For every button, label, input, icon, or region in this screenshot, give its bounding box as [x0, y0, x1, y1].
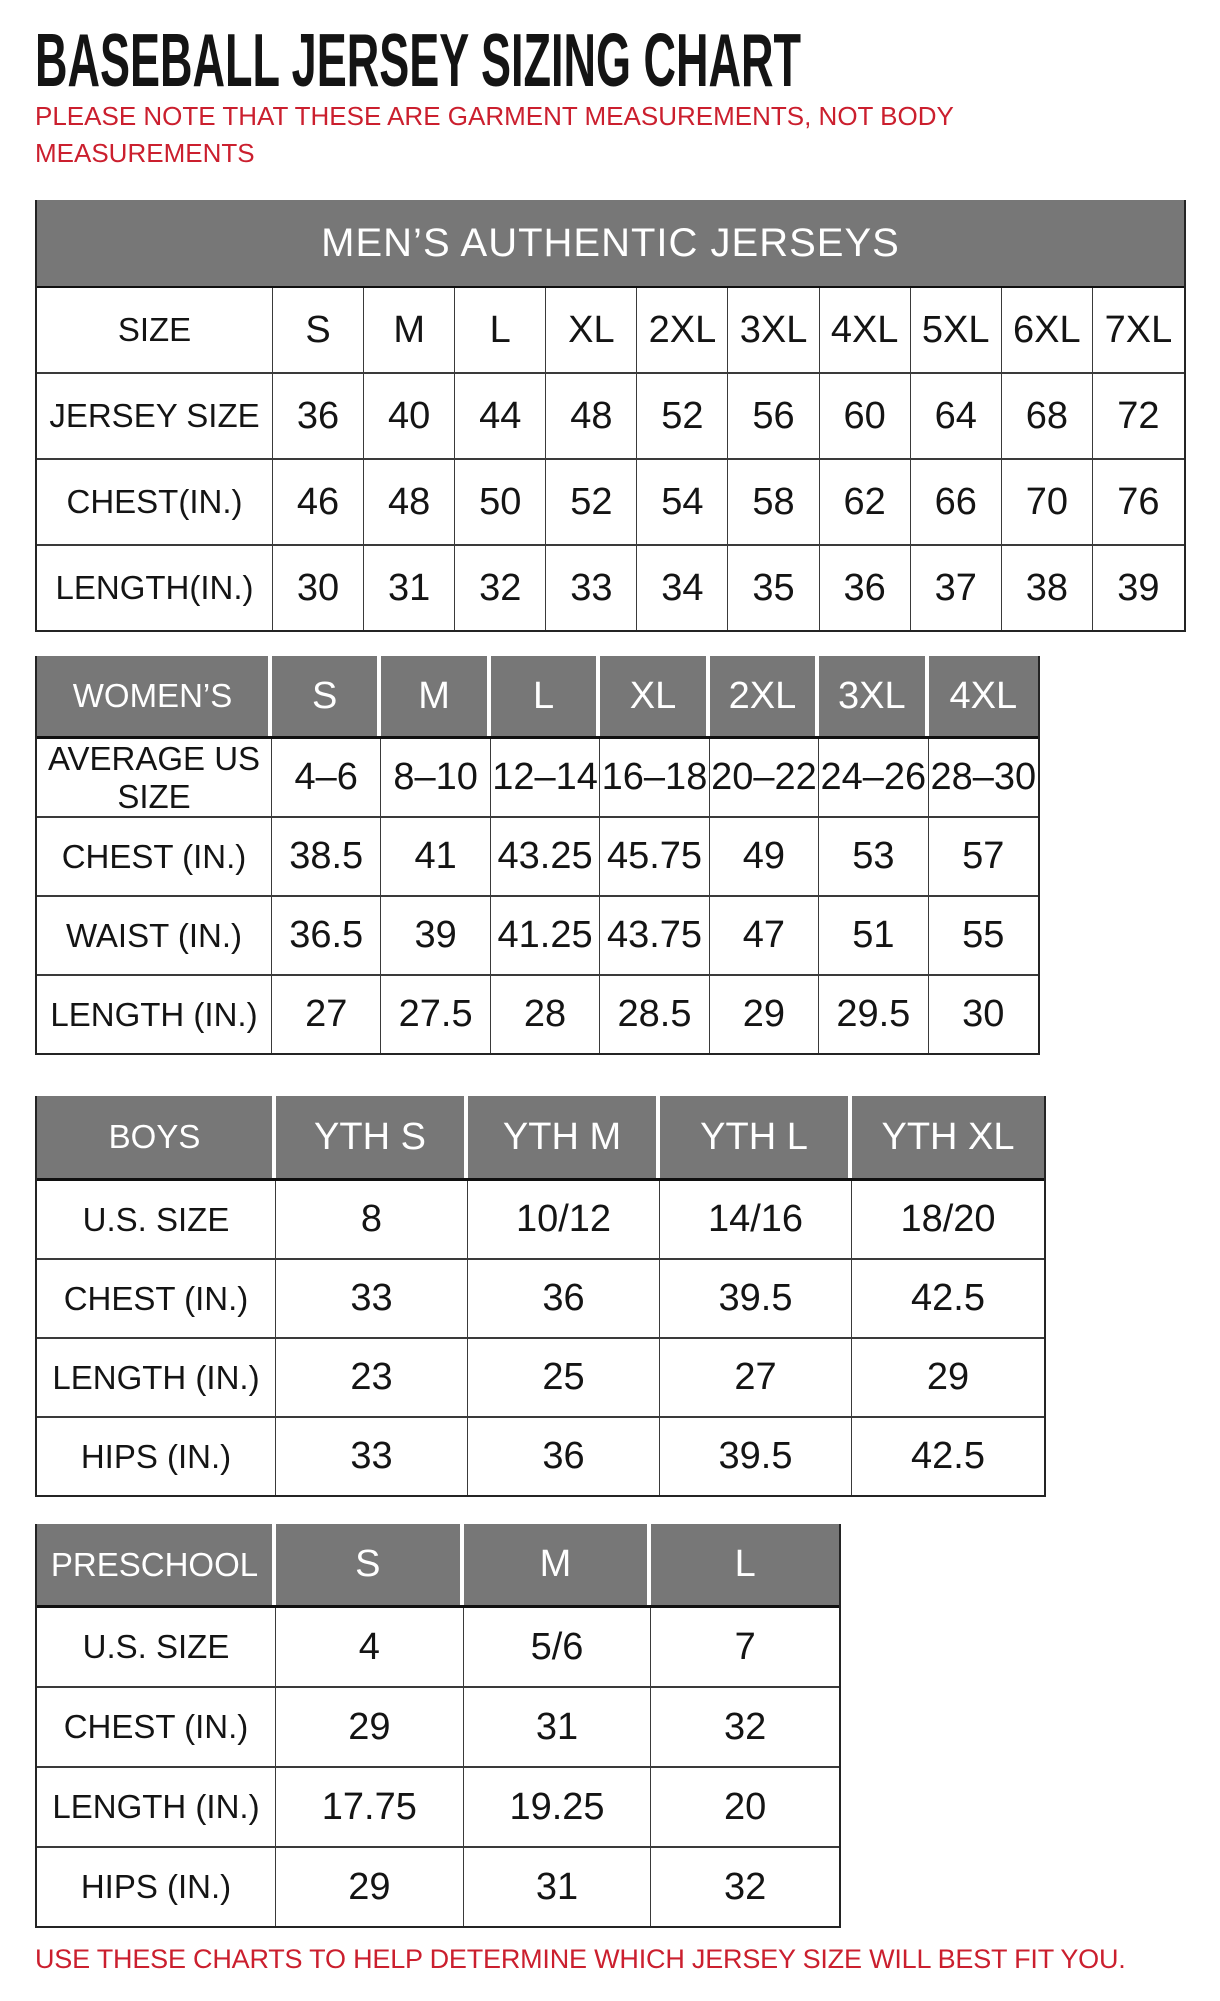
size-column-header: YTH L [660, 1096, 852, 1178]
table-cell: 33 [276, 1418, 468, 1495]
table-cell: 64 [911, 374, 1002, 458]
table-cell: 31 [364, 546, 455, 630]
size-column-header: 2XL [710, 656, 819, 736]
table-cell: 70 [1002, 460, 1093, 544]
table-cell: 57 [962, 835, 1005, 877]
row-label: CHEST (IN.) [37, 818, 272, 895]
table-cell: 20–22 [710, 739, 819, 816]
table-cell: 30 [962, 993, 1005, 1035]
table-cell: 49 [710, 818, 819, 895]
row-label: U.S. SIZE [37, 1181, 276, 1258]
table-cell: 5/6 [464, 1608, 652, 1686]
mens-row-size [37, 288, 1184, 374]
preschool-header-row [37, 1524, 839, 1608]
table-cell: 36 [273, 374, 364, 458]
row-label: CHEST (IN.) [37, 1260, 276, 1337]
table-cell: 39.5 [660, 1260, 852, 1337]
table-cell: 2XL [637, 288, 728, 372]
table-cell: 4–6 [272, 739, 381, 816]
table-cell: 38.5 [272, 818, 381, 895]
mens-table [35, 200, 1186, 632]
preschool-row-chest [37, 1688, 839, 1768]
table-cell: 68 [1002, 374, 1093, 458]
table-cell: 23 [276, 1339, 468, 1416]
row-label: JERSEY SIZE [37, 374, 273, 458]
size-column-header: L [651, 1524, 839, 1605]
table-cell: 41.25 [491, 897, 600, 974]
row-label: CHEST (IN.) [37, 1688, 276, 1766]
table-cell: 29 [276, 1848, 464, 1926]
table-cell: 40 [364, 374, 455, 458]
table-cell: 18/20 [900, 1198, 996, 1240]
table-cell: 25 [468, 1339, 660, 1416]
womens-header-label: WOMEN’S [37, 656, 272, 736]
note-line-1: PLEASE NOTE THAT THESE ARE GARMENT MEASUREMENTS, NOT BODY [35, 101, 954, 131]
size-column-header: M [464, 1524, 652, 1605]
table-cell: 31 [464, 1848, 652, 1926]
mens-row-jersey-size [37, 374, 1184, 460]
table-cell: 34 [637, 546, 728, 630]
table-cell: 27 [660, 1339, 852, 1416]
table-cell: 45.75 [600, 818, 709, 895]
table-cell: 8–10 [381, 739, 490, 816]
table-cell: 35 [728, 546, 819, 630]
table-cell: 4 [276, 1608, 464, 1686]
table-cell: 39 [1117, 566, 1160, 609]
table-cell: 29 [926, 1356, 970, 1398]
table-cell: 54 [637, 460, 728, 544]
table-cell: 16–18 [600, 739, 709, 816]
garment-measurements-note [35, 98, 1220, 172]
row-label: CHEST(IN.) [37, 460, 273, 544]
mens-row-length [37, 546, 1184, 630]
preschool-row-length [37, 1768, 839, 1848]
row-label: LENGTH (IN.) [37, 1339, 276, 1416]
table-cell: 33 [276, 1260, 468, 1337]
table-cell: 62 [820, 460, 911, 544]
row-label: HIPS (IN.) [37, 1418, 276, 1495]
preschool-row-hips [37, 1848, 839, 1926]
table-cell: 48 [364, 460, 455, 544]
footer-note: USE THESE CHARTS TO HELP DETERMINE WHICH JERSEY SIZE WILL BEST FIT YOU. [35, 1944, 1126, 1974]
table-cell: 10/12 [468, 1181, 660, 1258]
table-cell: 33 [546, 546, 637, 630]
table-cell: S [273, 288, 364, 372]
table-cell: 17.75 [276, 1768, 464, 1846]
table-cell: 36 [468, 1418, 660, 1495]
table-cell: 51 [819, 897, 928, 974]
table-cell: 41 [381, 818, 490, 895]
table-cell: 7 [734, 1625, 756, 1668]
table-cell: 47 [710, 897, 819, 974]
table-cell: 19.25 [464, 1768, 652, 1846]
size-column-header: YTH XL [852, 1096, 1044, 1178]
boys-row-hips [37, 1418, 1044, 1495]
row-label: WAIST (IN.) [37, 897, 272, 974]
table-cell: 29 [276, 1688, 464, 1766]
table-cell: 72 [1117, 394, 1160, 437]
size-column-header: L [491, 656, 600, 736]
boys-header-label: BOYS [37, 1096, 276, 1178]
table-cell: 4XL [820, 288, 911, 372]
table-cell: M [364, 288, 455, 372]
table-cell: 48 [546, 374, 637, 458]
boys-row-us-size [37, 1181, 1044, 1260]
womens-header-row [37, 656, 1038, 739]
row-label: U.S. SIZE [37, 1608, 276, 1686]
size-column-header: M [381, 656, 490, 736]
table-cell: 39 [381, 897, 490, 974]
table-cell: 8 [276, 1181, 468, 1258]
table-cell: 30 [273, 546, 364, 630]
table-cell: 27.5 [381, 976, 490, 1053]
size-column-header: 4XL [929, 656, 1038, 736]
row-label: AVERAGE US SIZE [37, 739, 272, 816]
table-cell: 42.5 [911, 1277, 985, 1319]
table-cell: 43.25 [491, 818, 600, 895]
table-cell: 28–30 [930, 756, 1037, 798]
size-column-header: YTH M [468, 1096, 660, 1178]
row-label: HIPS (IN.) [37, 1848, 276, 1926]
mens-row-chest [37, 460, 1184, 546]
table-cell: 42.5 [911, 1435, 985, 1477]
table-cell: 46 [273, 460, 364, 544]
size-column-header: 3XL [819, 656, 928, 736]
table-cell: 29 [710, 976, 819, 1053]
table-cell: 43.75 [600, 897, 709, 974]
table-cell: 66 [911, 460, 1002, 544]
mens-table-header [37, 200, 1184, 288]
table-cell: 36.5 [272, 897, 381, 974]
row-label: LENGTH(IN.) [37, 546, 273, 630]
size-column-header: S [276, 1524, 464, 1605]
table-cell: 14/16 [660, 1181, 852, 1258]
table-cell: 36 [820, 546, 911, 630]
table-cell: 50 [455, 460, 546, 544]
table-cell: XL [546, 288, 637, 372]
note-line-2: MEASUREMENTS [35, 138, 255, 168]
table-cell: 24–26 [819, 739, 928, 816]
table-cell: 28 [491, 976, 600, 1053]
womens-row-us-size [37, 739, 1038, 818]
womens-row-chest [37, 818, 1038, 897]
womens-row-length [37, 976, 1038, 1053]
boys-row-length [37, 1339, 1044, 1418]
size-column-header: S [272, 656, 381, 736]
table-cell: 32 [455, 546, 546, 630]
table-cell: 38 [1002, 546, 1093, 630]
preschool-header-label: PRESCHOOL [37, 1524, 276, 1605]
womens-row-waist [37, 897, 1038, 976]
table-cell: 27 [272, 976, 381, 1053]
table-cell: 44 [455, 374, 546, 458]
table-cell: 32 [724, 1705, 767, 1748]
table-cell: 52 [637, 374, 728, 458]
table-cell: 37 [911, 546, 1002, 630]
table-cell: 31 [464, 1688, 652, 1766]
boys-table [35, 1096, 1046, 1497]
table-cell: 55 [962, 914, 1005, 956]
row-label: LENGTH (IN.) [37, 976, 272, 1053]
size-column-header: XL [600, 656, 709, 736]
table-cell: 32 [724, 1865, 767, 1908]
table-cell: 6XL [1002, 288, 1093, 372]
page-title [35, 18, 1220, 102]
table-cell: 39.5 [660, 1418, 852, 1495]
table-cell: 3XL [728, 288, 819, 372]
row-label: SIZE [37, 288, 273, 372]
table-cell: 52 [546, 460, 637, 544]
womens-table [35, 656, 1040, 1055]
mens-table-title: MEN’S AUTHENTIC JERSEYS [321, 220, 900, 265]
table-cell: 58 [728, 460, 819, 544]
table-cell: 76 [1117, 480, 1160, 523]
table-cell: 20 [724, 1785, 767, 1828]
boys-header-row [37, 1096, 1044, 1181]
table-cell: 12–14 [491, 739, 600, 816]
table-cell: 29.5 [819, 976, 928, 1053]
row-label: LENGTH (IN.) [37, 1768, 276, 1846]
page-title-text: BASEBALL JERSEY SIZING CHART [35, 18, 801, 102]
preschool-table [35, 1524, 841, 1928]
table-cell: 7XL [1104, 308, 1173, 351]
table-cell: 53 [819, 818, 928, 895]
table-cell: L [455, 288, 546, 372]
table-cell: 5XL [911, 288, 1002, 372]
table-cell: 36 [468, 1260, 660, 1337]
table-cell: 56 [728, 374, 819, 458]
boys-row-chest [37, 1260, 1044, 1339]
table-cell: 28.5 [600, 976, 709, 1053]
preschool-row-us-size [37, 1608, 839, 1688]
size-column-header: YTH S [276, 1096, 468, 1178]
table-cell: 60 [820, 374, 911, 458]
